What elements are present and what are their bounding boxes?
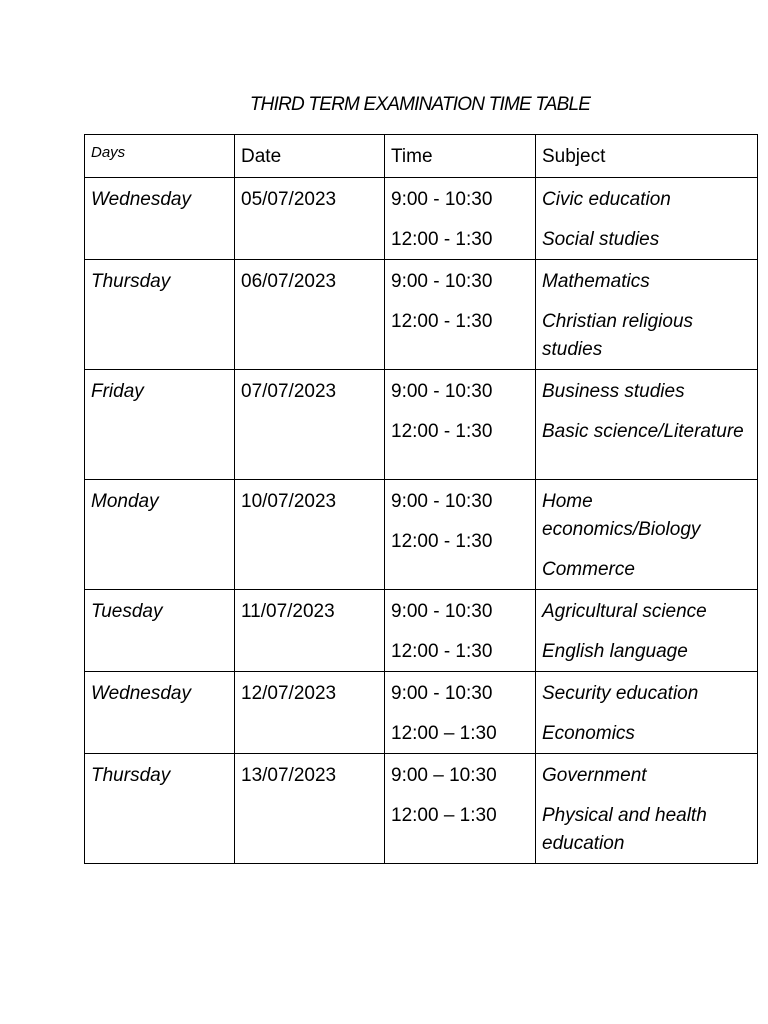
subject-name: Government bbox=[542, 765, 647, 786]
subject-cell bbox=[536, 754, 758, 864]
time-cell bbox=[385, 672, 536, 754]
subject-cell bbox=[536, 590, 758, 672]
time-cell bbox=[385, 260, 536, 370]
table-row bbox=[85, 590, 758, 672]
date-cell: 11/07/2023 bbox=[235, 590, 385, 672]
date-cell: 12/07/2023 bbox=[235, 672, 385, 754]
time-slot: 12:00 – 1:30 bbox=[391, 723, 497, 744]
subject-name: Christian religious studies bbox=[542, 311, 694, 360]
date-cell: 10/07/2023 bbox=[235, 480, 385, 590]
subject-name: Social studies bbox=[542, 229, 660, 250]
time-slot: 9:00 - 10:30 bbox=[391, 683, 493, 704]
day-cell: Tuesday bbox=[85, 590, 235, 672]
date-cell: 06/07/2023 bbox=[235, 260, 385, 370]
subject-name: Physical and health education bbox=[542, 805, 707, 854]
table-row bbox=[85, 260, 758, 370]
date-cell: 07/07/2023 bbox=[235, 370, 385, 480]
time-cell bbox=[385, 590, 536, 672]
page-title: THIRD TERM EXAMINATION TIME TABLE bbox=[249, 94, 591, 115]
subject-cell bbox=[536, 370, 758, 480]
time-cell bbox=[385, 178, 536, 260]
subject-name: Business studies bbox=[542, 381, 685, 402]
time-cell bbox=[385, 754, 536, 864]
subject-name: Economics bbox=[542, 723, 635, 744]
day-cell: Thursday bbox=[85, 754, 235, 864]
date-cell: 05/07/2023 bbox=[235, 178, 385, 260]
time-cell bbox=[385, 370, 536, 480]
day-cell: Thursday bbox=[85, 260, 235, 370]
column-header-date: Date bbox=[235, 135, 385, 178]
exam-timetable bbox=[84, 134, 758, 864]
subject-cell bbox=[536, 260, 758, 370]
subject-name: Security education bbox=[542, 683, 699, 704]
time-slot: 9:00 - 10:30 bbox=[391, 491, 493, 512]
time-slot: 12:00 - 1:30 bbox=[391, 229, 493, 250]
day-cell: Wednesday bbox=[85, 178, 235, 260]
time-cell bbox=[385, 480, 536, 590]
table-row bbox=[85, 178, 758, 260]
time-slot: 12:00 - 1:30 bbox=[391, 641, 493, 662]
subject-name: Commerce bbox=[542, 559, 635, 580]
time-slot: 12:00 - 1:30 bbox=[391, 421, 493, 442]
day-cell: Friday bbox=[85, 370, 235, 480]
column-header-days: Days bbox=[85, 135, 235, 178]
table-row bbox=[85, 480, 758, 590]
time-slot: 12:00 – 1:30 bbox=[391, 805, 497, 826]
table-header-row bbox=[85, 135, 758, 178]
time-slot: 9:00 - 10:30 bbox=[391, 601, 493, 622]
table-row bbox=[85, 672, 758, 754]
subject-cell bbox=[536, 178, 758, 260]
subject-name: Mathematics bbox=[542, 271, 650, 292]
subject-name: Agricultural science bbox=[542, 601, 707, 622]
table-row bbox=[85, 370, 758, 480]
time-slot: 12:00 - 1:30 bbox=[391, 311, 493, 332]
date-cell: 13/07/2023 bbox=[235, 754, 385, 864]
subject-name: Civic education bbox=[542, 189, 671, 210]
subject-cell bbox=[536, 672, 758, 754]
column-header-subject: Subject bbox=[536, 135, 758, 178]
table-row bbox=[85, 754, 758, 864]
day-cell: Monday bbox=[85, 480, 235, 590]
time-slot: 9:00 - 10:30 bbox=[391, 381, 493, 402]
subject-name: Basic science/Literature bbox=[542, 421, 744, 442]
subject-cell bbox=[536, 480, 758, 590]
subject-name: Home economics/Biology bbox=[542, 491, 701, 540]
subject-name: English language bbox=[542, 641, 688, 662]
time-slot: 9:00 – 10:30 bbox=[391, 765, 497, 786]
time-slot: 12:00 - 1:30 bbox=[391, 531, 493, 552]
time-slot: 9:00 - 10:30 bbox=[391, 271, 493, 292]
day-cell: Wednesday bbox=[85, 672, 235, 754]
column-header-time: Time bbox=[385, 135, 536, 178]
time-slot: 9:00 - 10:30 bbox=[391, 189, 493, 210]
